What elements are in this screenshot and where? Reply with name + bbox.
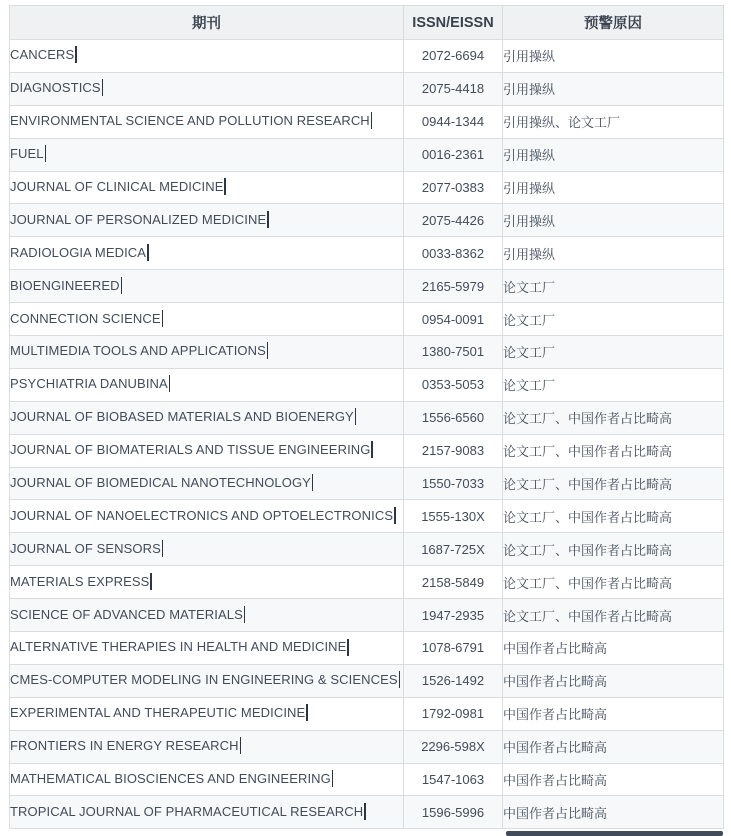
journal-name: ENVIRONMENTAL SCIENCE AND POLLUTION RESEARCH [10, 113, 370, 129]
issn-cell: 0954-0091 [404, 303, 503, 336]
journal-cell [10, 632, 404, 665]
journal-cell [10, 368, 404, 401]
issn-cell: 2077-0383 [404, 171, 503, 204]
table-row [10, 303, 724, 336]
journal-name: JOURNAL OF NANOELECTRONICS AND OPTOELECTRONICS [10, 507, 394, 523]
text-caret [150, 573, 152, 590]
journal-cell [10, 40, 404, 73]
text-caret [45, 145, 47, 162]
text-caret [267, 211, 269, 228]
table-row [10, 500, 724, 533]
text-caret [102, 79, 104, 96]
journal-name: JOURNAL OF PERSONALIZED MEDICINE [10, 211, 267, 227]
text-caret [147, 244, 149, 261]
journal-cell [10, 599, 404, 632]
table-row [10, 171, 724, 204]
journal-name: SCIENCE OF ADVANCED MATERIALS [10, 606, 243, 622]
journal-cell [10, 434, 404, 467]
journal-cell [10, 796, 404, 829]
issn-cell: 2158-5849 [404, 566, 503, 599]
table-row [10, 599, 724, 632]
text-caret [399, 671, 401, 688]
horizontal-scrollbar-thumb[interactable] [506, 831, 723, 836]
table-row [10, 632, 724, 665]
reason-cell: 论文工厂 [503, 368, 724, 401]
journal-name: JOURNAL OF BIOBASED MATERIALS AND BIOENERGY [10, 409, 354, 425]
reason-cell: 引用操纵 [503, 40, 724, 73]
text-caret [121, 277, 123, 294]
table-row [10, 401, 724, 434]
journal-name: FUEL [10, 146, 44, 162]
journal-cell [10, 566, 404, 599]
table-row [10, 270, 724, 303]
text-caret [312, 474, 314, 491]
table-body [10, 40, 724, 829]
issn-cell: 0033-8362 [404, 237, 503, 270]
issn-cell: 1596-5996 [404, 796, 503, 829]
text-caret [224, 178, 226, 195]
issn-cell: 1380-7501 [404, 336, 503, 369]
journal-cell [10, 730, 404, 763]
journal-name: TROPICAL JOURNAL OF PHARMACEUTICAL RESEARCH [10, 803, 364, 819]
text-caret [75, 46, 77, 63]
issn-cell: 2165-5979 [404, 270, 503, 303]
table-row [10, 434, 724, 467]
reason-cell: 引用操纵 [503, 138, 724, 171]
journal-name: CMES-COMPUTER MODELING IN ENGINEERING & SCIENCES [10, 672, 398, 688]
text-caret [332, 770, 334, 787]
journal-cell [10, 237, 404, 270]
journal-name: FRONTIERS IN ENERGY RESEARCH [10, 738, 239, 754]
table-row [10, 664, 724, 697]
issn-cell: 1687-725X [404, 533, 503, 566]
issn-cell: 0944-1344 [404, 105, 503, 138]
table-row [10, 467, 724, 500]
journal-name: JOURNAL OF BIOMATERIALS AND TISSUE ENGINEERING [10, 442, 371, 458]
issn-cell: 1078-6791 [404, 632, 503, 665]
reason-cell: 中国作者占比畸高 [503, 697, 724, 730]
reason-cell: 论文工厂、中国作者占比畸高 [503, 434, 724, 467]
reason-cell: 引用操纵 [503, 237, 724, 270]
reason-cell: 论文工厂 [503, 270, 724, 303]
journal-cell [10, 336, 404, 369]
issn-cell: 2157-9083 [404, 434, 503, 467]
journal-name: CONNECTION SCIENCE [10, 310, 161, 326]
journal-cell [10, 533, 404, 566]
text-caret [162, 310, 164, 327]
issn-cell: 1947-2935 [404, 599, 503, 632]
header-row [10, 6, 724, 40]
table-row [10, 697, 724, 730]
journal-name: JOURNAL OF BIOMEDICAL NANOTECHNOLOGY [10, 474, 311, 490]
reason-cell: 论文工厂、中国作者占比畸高 [503, 599, 724, 632]
journal-name: MATHEMATICAL BIOSCIENCES AND ENGINEERING [10, 771, 331, 786]
issn-cell: 2072-6694 [404, 40, 503, 73]
reason-cell: 论文工厂、中国作者占比畸高 [503, 500, 724, 533]
reason-cell: 中国作者占比畸高 [503, 763, 724, 796]
reason-cell: 中国作者占比畸高 [503, 664, 724, 697]
journal-cell [10, 500, 404, 533]
issn-cell: 2075-4426 [404, 204, 503, 237]
journal-cell [10, 697, 404, 730]
issn-cell: 1792-0981 [404, 697, 503, 730]
table-row [10, 204, 724, 237]
journal-cell [10, 467, 404, 500]
issn-cell: 2075-4418 [404, 72, 503, 105]
journal-name: JOURNAL OF CLINICAL MEDICINE [10, 178, 224, 194]
journal-name: CANCERS [10, 47, 75, 63]
text-caret [162, 540, 164, 557]
table-row [10, 72, 724, 105]
journal-cell [10, 401, 404, 434]
text-caret [306, 704, 308, 721]
table-row [10, 40, 724, 73]
journal-cell [10, 105, 404, 138]
table-row [10, 336, 724, 369]
journal-cell [10, 664, 404, 697]
text-caret [355, 408, 357, 425]
table-row [10, 138, 724, 171]
reason-cell: 中国作者占比畸高 [503, 730, 724, 763]
issn-cell: 1556-6560 [404, 401, 503, 434]
journal-cell [10, 72, 404, 105]
journal-cell [10, 171, 404, 204]
reason-cell: 论文工厂、中国作者占比畸高 [503, 401, 724, 434]
text-caret [364, 803, 366, 820]
journal-name: RADIOLOGIA MEDICA [10, 244, 147, 260]
column-header-issn: ISSN/EISSN [404, 6, 503, 40]
journal-cell [10, 270, 404, 303]
table-row [10, 368, 724, 401]
table-row [10, 763, 724, 796]
text-caret [169, 375, 171, 392]
journal-name: ALTERNATIVE THERAPIES IN HEALTH AND MEDICINE [10, 639, 347, 655]
issn-cell: 0016-2361 [404, 138, 503, 171]
issn-cell: 2296-598X [404, 730, 503, 763]
text-caret [240, 737, 242, 754]
journal-cell [10, 138, 404, 171]
journal-name: EXPERIMENTAL AND THERAPEUTIC MEDICINE [10, 705, 306, 721]
journal-cell [10, 763, 404, 796]
text-caret [347, 639, 349, 656]
journal-name: MULTIMEDIA TOOLS AND APPLICATIONS [10, 343, 266, 359]
table-row [10, 533, 724, 566]
reason-cell: 论文工厂 [503, 336, 724, 369]
table-row [10, 566, 724, 599]
journal-name: JOURNAL OF SENSORS [10, 540, 161, 556]
table-row [10, 237, 724, 270]
journal-cell [10, 204, 404, 237]
column-header-journal: 期刊 [10, 6, 404, 40]
issn-cell: 1547-1063 [404, 763, 503, 796]
issn-cell: 0353-5053 [404, 368, 503, 401]
reason-cell: 论文工厂、中国作者占比畸高 [503, 566, 724, 599]
table-header [10, 6, 724, 40]
journal-cell [10, 303, 404, 336]
reason-cell: 引用操纵 [503, 204, 724, 237]
text-caret [267, 342, 269, 359]
warning-journals-table [9, 5, 724, 829]
reason-cell: 论文工厂 [503, 303, 724, 336]
reason-cell: 引用操纵 [503, 72, 724, 105]
journal-name: PSYCHIATRIA DANUBINA [10, 376, 168, 392]
issn-cell: 1555-130X [404, 500, 503, 533]
column-header-reason: 预警原因 [503, 6, 724, 40]
reason-cell: 论文工厂、中国作者占比畸高 [503, 533, 724, 566]
reason-cell: 引用操纵 [503, 171, 724, 204]
journal-name: MATERIALS EXPRESS [10, 573, 150, 589]
reason-cell: 引用操纵、论文工厂 [503, 105, 724, 138]
table-row [10, 796, 724, 829]
journal-name: DIAGNOSTICS [10, 80, 101, 96]
table-row [10, 105, 724, 138]
text-caret [371, 112, 373, 129]
text-caret [371, 441, 373, 458]
issn-cell: 1526-1492 [404, 664, 503, 697]
reason-cell: 论文工厂、中国作者占比畸高 [503, 467, 724, 500]
journal-name: BIOENGINEERED [10, 277, 120, 293]
text-caret [394, 507, 396, 524]
reason-cell: 中国作者占比畸高 [503, 796, 724, 829]
reason-cell: 中国作者占比畸高 [503, 632, 724, 665]
issn-cell: 1550-7033 [404, 467, 503, 500]
table-row [10, 730, 724, 763]
text-caret [244, 606, 246, 623]
